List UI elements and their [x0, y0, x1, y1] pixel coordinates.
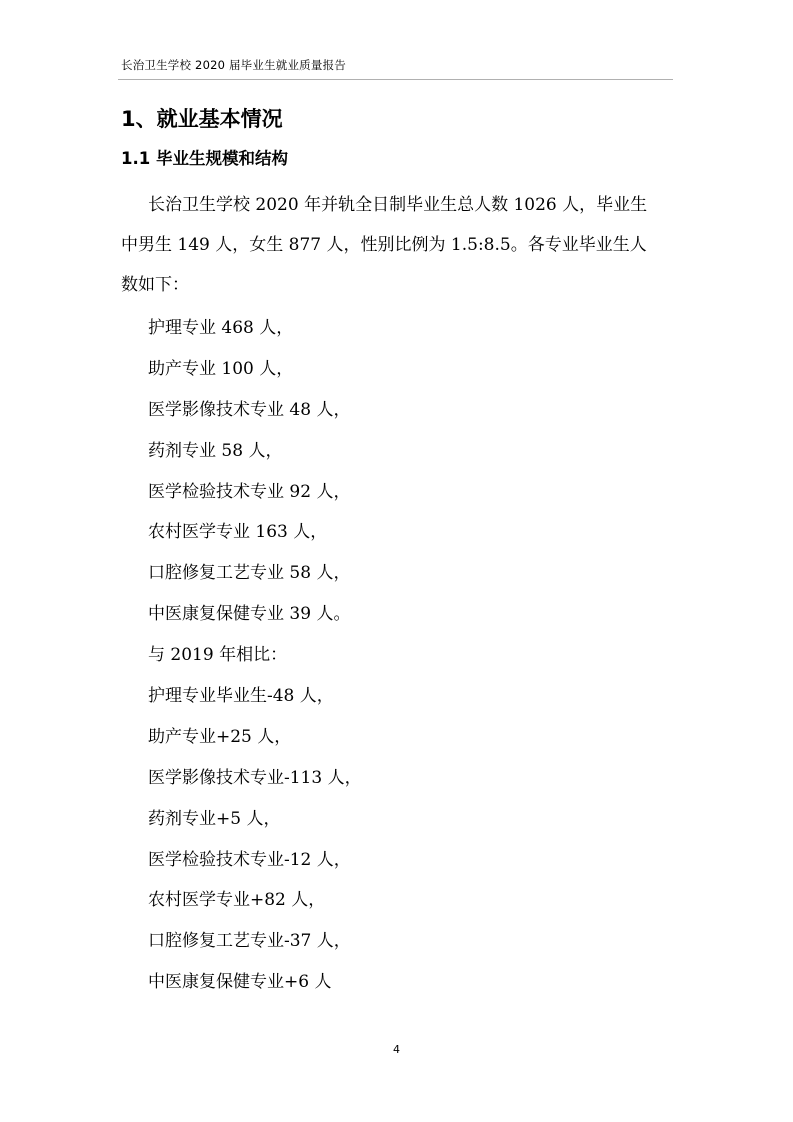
list-item: 中医康复保健专业+6 人	[148, 972, 332, 993]
header-divider	[118, 79, 673, 80]
subsection-heading: 1.1 毕业生规模和结构	[121, 149, 288, 168]
list-item: 农村医学专业+82 人，	[148, 890, 326, 911]
list-item: 中医康复保健专业 39 人。	[148, 604, 351, 625]
intro-paragraph	[121, 185, 681, 305]
comparison-intro: 与 2019 年相比：	[148, 645, 288, 666]
list-item: 医学影像技术专业-113 人，	[148, 767, 362, 788]
list-item: 护理专业毕业生-48 人，	[148, 686, 334, 707]
list-item: 药剂专业 58 人，	[148, 440, 283, 461]
list-item: 医学检验技术专业-12 人，	[148, 849, 351, 870]
list-item: 护理专业 468 人，	[148, 318, 294, 338]
list-item: 医学检验技术专业 92 人，	[148, 481, 351, 502]
list-item: 医学影像技术专业 48 人，	[148, 399, 351, 420]
list-item: 助产专业 100 人，	[148, 358, 294, 379]
paragraph-line: 中男生 149 人，女生 877 人，性别比例为 1.5:8.5。各专业毕业生人	[121, 235, 647, 255]
list-item: 口腔修复工艺专业 58 人，	[148, 563, 351, 584]
page-number: 4	[393, 1043, 400, 1056]
section-heading: 1、就业基本情况	[121, 107, 283, 131]
paragraph-line: 数如下：	[121, 275, 189, 295]
list-item: 药剂专业+5 人，	[148, 808, 281, 829]
list-item: 农村医学专业 163 人，	[148, 522, 328, 543]
running-header: 长治卫生学校 2020 届毕业生就业质量报告	[121, 58, 346, 72]
statistics-list	[148, 308, 362, 1003]
list-item: 助产专业+25 人，	[148, 726, 292, 747]
list-item: 口腔修复工艺专业-37 人，	[148, 931, 351, 952]
paragraph-line: 长治卫生学校 2020 年并轨全日制毕业生总人数 1026 人，毕业生	[148, 195, 648, 215]
